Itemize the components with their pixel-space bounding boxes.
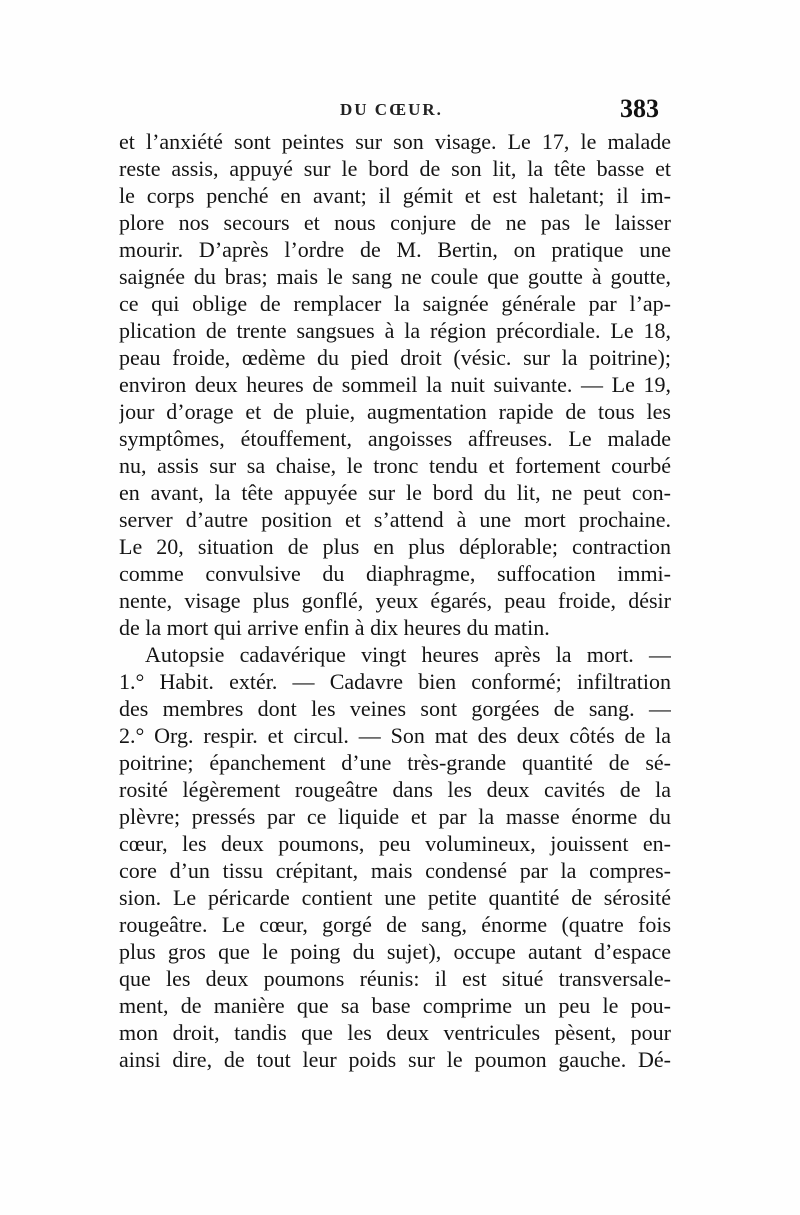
text-line: de la mort qui arrive enfin à dix heures du matin. [119, 615, 550, 640]
text-line: plèvre; pressés par ce liquide et par la masse énorme du [119, 804, 671, 829]
text-line: et l’anxiété sont peintes sur son visage. Le 17, le malade [119, 129, 671, 154]
running-head-title: DU CŒUR. [340, 100, 443, 119]
text-line: ainsi dire, de tout leur poids sur le poumon gauche. Dé- [119, 1047, 671, 1072]
text-line: rosité légèrement rougeâtre dans les deux cavités de la [119, 777, 671, 802]
text-line: sion. Le péricarde contient une petite quantité de sérosité [119, 885, 671, 910]
text-line: nu, assis sur sa chaise, le tronc tendu et fortement courbé [119, 453, 671, 478]
text-line: des membres dont les veines sont gorgées de sang. — [119, 696, 671, 721]
text-line: poitrine; épanchement d’une très-grande quantité de sé- [119, 750, 671, 775]
text-line: reste assis, appuyé sur le bord de son lit, la tête basse et [119, 156, 671, 181]
text-line: saignée du bras; mais le sang ne coule que goutte à goutte, [119, 264, 671, 289]
text-line: symptômes, étouffement, angoisses affreuses. Le malade [119, 426, 671, 451]
page-number: 383 [620, 94, 659, 123]
text-line: nente, visage plus gonflé, yeux égarés, peau froide, désir [119, 588, 671, 613]
body-text [119, 128, 671, 1073]
text-line: ment, de manière que sa base comprime un peu le pou- [119, 993, 671, 1018]
text-line: 2.° Org. respir. et circul. — Son mat des deux côtés de la [119, 723, 671, 748]
text-line-heading: Autopsie cadavérique vingt heures après la mort. — [145, 642, 671, 667]
text-line: peau froide, œdème du pied droit (vésic. sur la poitrine); [119, 345, 671, 370]
text-line: environ deux heures de sommeil la nuit suivante. — Le 19, [119, 372, 671, 397]
text-line: cœur, les deux poumons, peu volumineux, jouissent en- [119, 831, 671, 856]
text-line: le corps penché en avant; il gémit et est haletant; il im- [119, 183, 671, 208]
text-line: 1.° Habit. extér. — Cadavre bien conformé; infiltration [119, 669, 671, 694]
text-line: en avant, la tête appuyée sur le bord du lit, ne peut con- [119, 480, 671, 505]
text-line: server d’autre position et s’attend à une mort prochaine. [119, 507, 671, 532]
text-line: jour d’orage et de pluie, augmentation rapide de tous les [119, 399, 671, 424]
text-line: rougeâtre. Le cœur, gorgé de sang, énorme (quatre fois [119, 912, 671, 937]
text-line: plus gros que le poing du sujet), occupe autant d’espace [119, 939, 671, 964]
running-head [0, 96, 800, 126]
text-line: Le 20, situation de plus en plus déplorable; contraction [119, 534, 671, 559]
text-line: comme convulsive du diaphragme, suffocation immi- [119, 561, 671, 586]
text-line: que les deux poumons réunis: il est situé transversale- [119, 966, 671, 991]
text-line: mon droit, tandis que les deux ventricules pèsent, pour [119, 1020, 671, 1045]
text-line: plore nos secours et nous conjure de ne pas le laisser [119, 210, 671, 235]
text-line: mourir. D’après l’ordre de M. Bertin, on pratique une [119, 237, 671, 262]
text-line: core d’un tissu crépitant, mais condensé par la compres- [119, 858, 671, 883]
text-line: ce qui oblige de remplacer la saignée générale par l’ap- [119, 291, 671, 316]
text-line: plication de trente sangsues à la région précordiale. Le 18, [119, 318, 671, 343]
